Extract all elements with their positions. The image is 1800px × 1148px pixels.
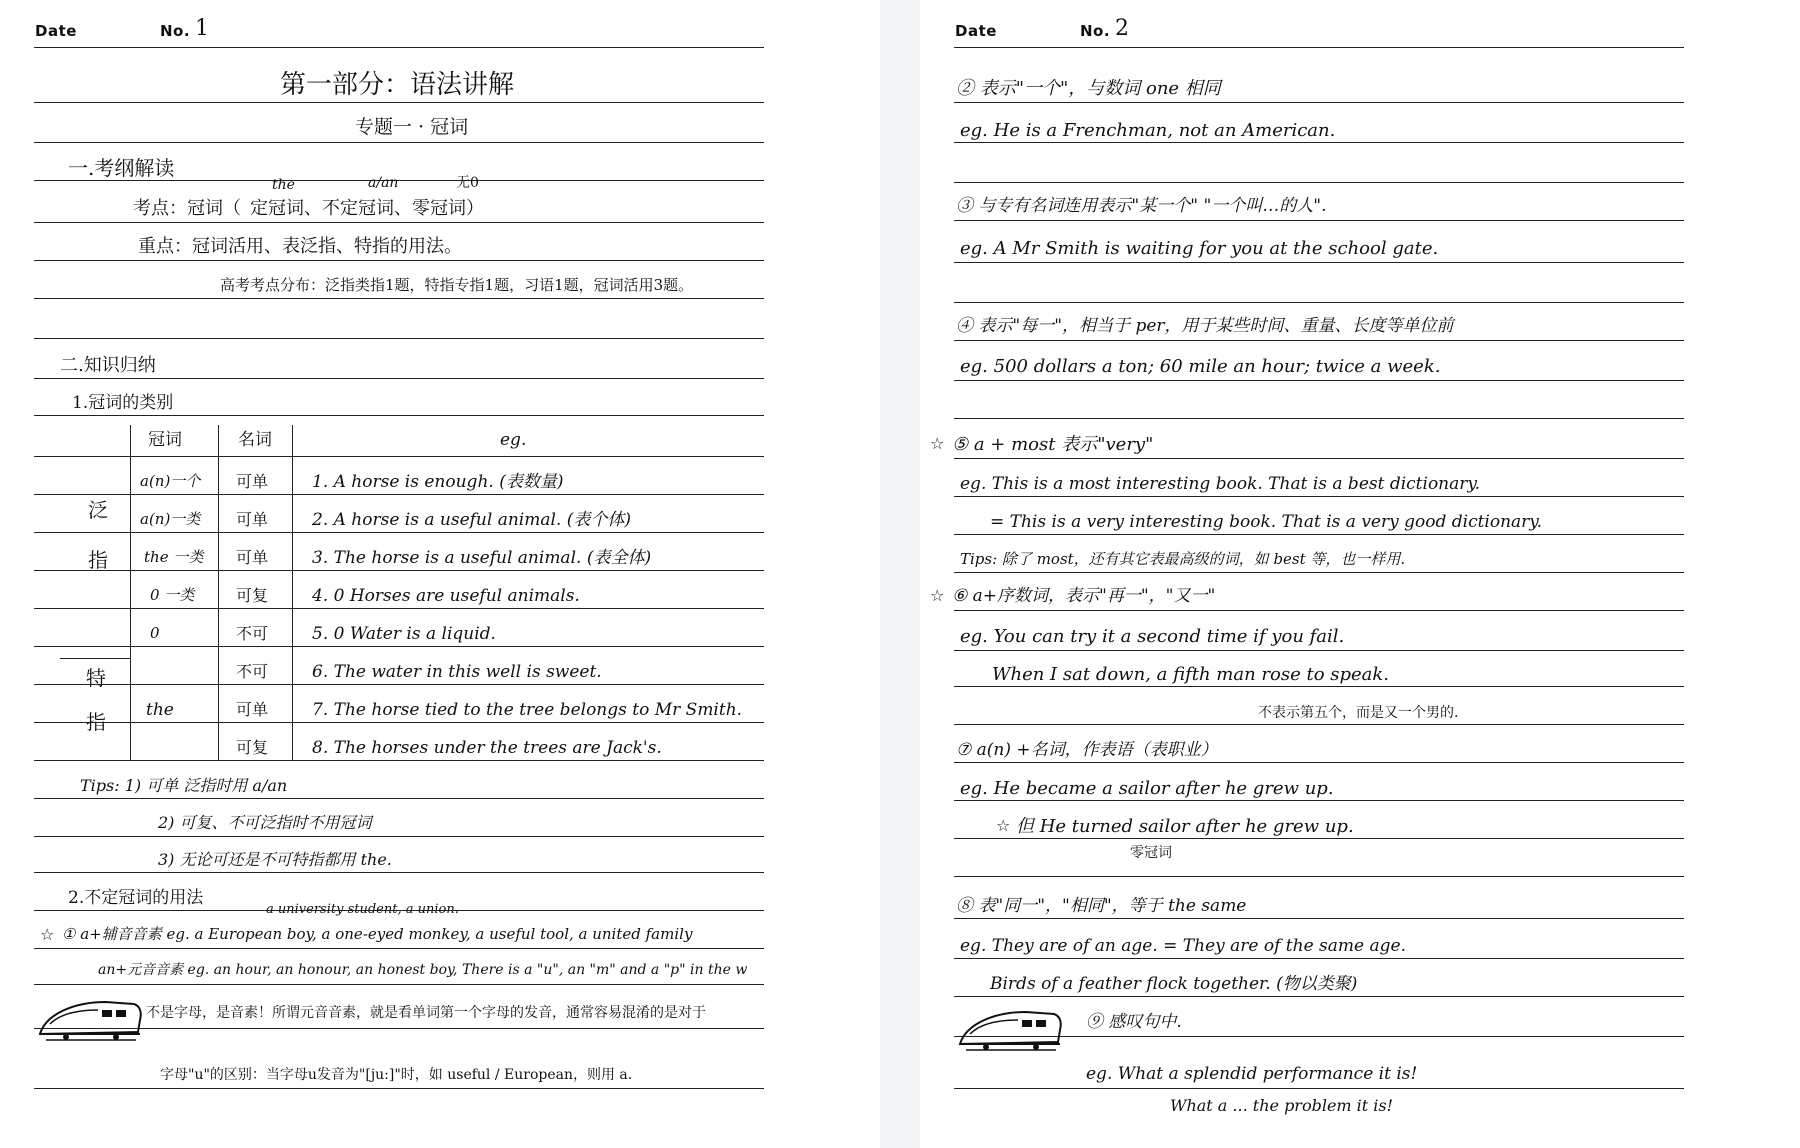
example-line: eg. What a splendid performance it is! (1086, 1064, 1418, 1084)
example-line: = This is a very interesting book. That is a very good dictionary. (990, 512, 1543, 532)
example-line: eg. They are of an age. = They are of the same age. (960, 936, 1406, 956)
tips-line-2: 2) 可复、不可泛指时不用冠词 (158, 813, 372, 832)
table-row: the (146, 700, 174, 720)
subheading-article-types: 1.冠词的类别 (72, 393, 174, 413)
table-row: a(n)一类 (140, 510, 201, 528)
table-row-example: 5. 0 Water is a liquid. (312, 624, 496, 644)
table-row: 0 一类 (150, 586, 195, 604)
example-line: When I sat down, a fifth man rose to speak. (992, 664, 1390, 685)
table-row-noun: 不可 (236, 624, 269, 643)
example-line: eg. 500 dollars a ton; 60 mile an hour; twice a week. (960, 356, 1441, 377)
section-heading-2: 二.知识归纳 (60, 355, 156, 376)
table-row: a(n)一个 (140, 472, 201, 490)
table-row-noun: 可单 (236, 472, 269, 491)
note-line: ⑦ a(n) +名词，作表语（表职业） (956, 740, 1218, 760)
example-line: Birds of a feather flock together. (物以类聚) (990, 974, 1358, 994)
table-row: 0 (150, 624, 160, 642)
annotation-aan: a/an (368, 175, 399, 191)
table-row-example: 8. The horses under the trees are Jack's. (312, 738, 662, 758)
note-line-1: 不是字母，是音素！所谓元音音素，就是看单词第一个字母的发音，通常容易混淆的是对于 (146, 1005, 706, 1021)
subheading-indefinite-usage: 2.不定冠词的用法 (68, 888, 204, 908)
star-icon: ☆ (930, 586, 945, 605)
annotation-zero: 无0 (456, 175, 479, 191)
train-doodle-icon (36, 990, 146, 1046)
note-line: ② 表示"一个"，与数词 one 相同 (956, 78, 1221, 99)
star-icon: ☆ (930, 434, 945, 453)
annotation-examples: a university student, a union. (266, 902, 459, 917)
date-label: Date (35, 22, 77, 40)
page-number: 1 (195, 16, 209, 41)
note-line: ⑥ a+序数词，表示"再一"，"又一" (952, 586, 1216, 606)
example-line: 但 He turned sailor after he grew up. (1016, 816, 1354, 837)
table-row: the 一类 (144, 548, 204, 566)
section-heading-1: 一.考纲解读 (68, 156, 175, 180)
table-row-noun: 可单 (236, 700, 269, 719)
note-line: ⑨ 感叹句中. (1086, 1012, 1182, 1032)
table-row-noun: 不可 (236, 662, 269, 681)
no-label: No. (1080, 22, 1111, 40)
table-row-noun: 可单 (236, 548, 269, 567)
side-label-zhi-2: 指 (86, 710, 106, 734)
gaokao-line: 高考考点分布：泛指类指1题，特指专指1题，习语1题，冠词活用3题。 (220, 276, 694, 294)
table-row-example: 6. The water in this well is sweet. (312, 662, 602, 682)
table-row-example: 4. 0 Horses are useful animals. (312, 586, 580, 606)
table-row-example: 3. The horse is a useful animal. (表全体) (312, 548, 652, 568)
tips-line: Tips: 除了 most，还有其它表最高级的词，如 best 等，也一样用. (960, 550, 1406, 568)
table-row-example: 1. A horse is enough. (表数量) (312, 472, 564, 492)
side-label-fan: 泛 (88, 498, 108, 522)
zhongdian-line: 重点：冠词活用、表泛指、特指的用法。 (138, 236, 462, 257)
table-head-article: 冠词 (148, 430, 182, 450)
page-number: 2 (1115, 16, 1129, 41)
note-line: ④ 表示"每一"，相当于 per，用于某些时间、重量、长度等单位前 (956, 316, 1454, 336)
table-row-noun: 可复 (236, 738, 269, 757)
notebook-page-1 (0, 0, 880, 1148)
usage-item-1b: an+元音音素 eg. an hour, an honour, an honest boy, There is a "u", an "m" and a "p" in the w (98, 962, 748, 978)
note-line: ⑧ 表"同一"，"相同"，等于 the same (956, 896, 1247, 916)
tips-line-1: Tips: 1) 可单 泛指时用 a/an (80, 776, 288, 795)
table-row-noun: 可单 (236, 510, 269, 529)
page-gutter (880, 0, 920, 1148)
page-title: 第一部分：语法讲解 (280, 70, 515, 100)
kaodian-prefix: 考点：冠词（ (133, 198, 241, 219)
table-row-example: 2. A horse is a useful animal. (表个体) (312, 510, 632, 530)
usage-item-1: ① a+辅音音素 eg. a European boy, a one-eyed monkey, a useful tool, a united family (62, 925, 693, 943)
annotation-line: 零冠词 (1130, 845, 1172, 861)
star-icon: ☆ (996, 816, 1011, 835)
note-line-2: 字母"u"的区别：当字母u发音为"[ju:]"时，如 useful / European，则用 a. (160, 1067, 633, 1083)
date-label: Date (955, 22, 997, 40)
page-subtitle: 专题一 · 冠词 (355, 116, 469, 138)
side-label-te: 特 (86, 666, 106, 690)
notebook-page-2 (920, 0, 1800, 1148)
kaodian-items: 定冠词、不定冠词、零冠词） (250, 198, 484, 219)
table-head-eg: eg. (500, 430, 527, 450)
example-line: eg. He is a Frenchman, not an American. (960, 120, 1336, 141)
table-head-noun: 名词 (238, 430, 272, 450)
no-label: No. (160, 22, 191, 40)
example-line: eg. A Mr Smith is waiting for you at the school gate. (960, 238, 1439, 259)
table-row-noun: 可复 (236, 586, 269, 605)
note-line: ③ 与专有名词连用表示"某一个" "一个叫…的人". (956, 196, 1327, 216)
annotation-the: the (272, 177, 295, 193)
note-line: ⑤ a + most 表示"very" (952, 434, 1154, 455)
example-line: What a ... the problem it is! (1170, 1096, 1394, 1115)
example-line: eg. He became a sailor after he grew up. (960, 778, 1334, 799)
example-line: eg. You can try it a second time if you fail. (960, 626, 1345, 647)
annotation-line: 不表示第五个，而是又一个男的. (1258, 705, 1459, 721)
example-line: eg. This is a most interesting book. That is a best dictionary. (960, 474, 1481, 494)
tips-line-3: 3) 无论可还是不可特指都用 the. (158, 850, 392, 869)
side-label-zhi: 指 (88, 548, 108, 572)
star-icon: ☆ (40, 925, 55, 944)
train-doodle-icon (956, 1000, 1066, 1056)
table-row-example: 7. The horse tied to the tree belongs to Mr Smith. (312, 700, 743, 720)
